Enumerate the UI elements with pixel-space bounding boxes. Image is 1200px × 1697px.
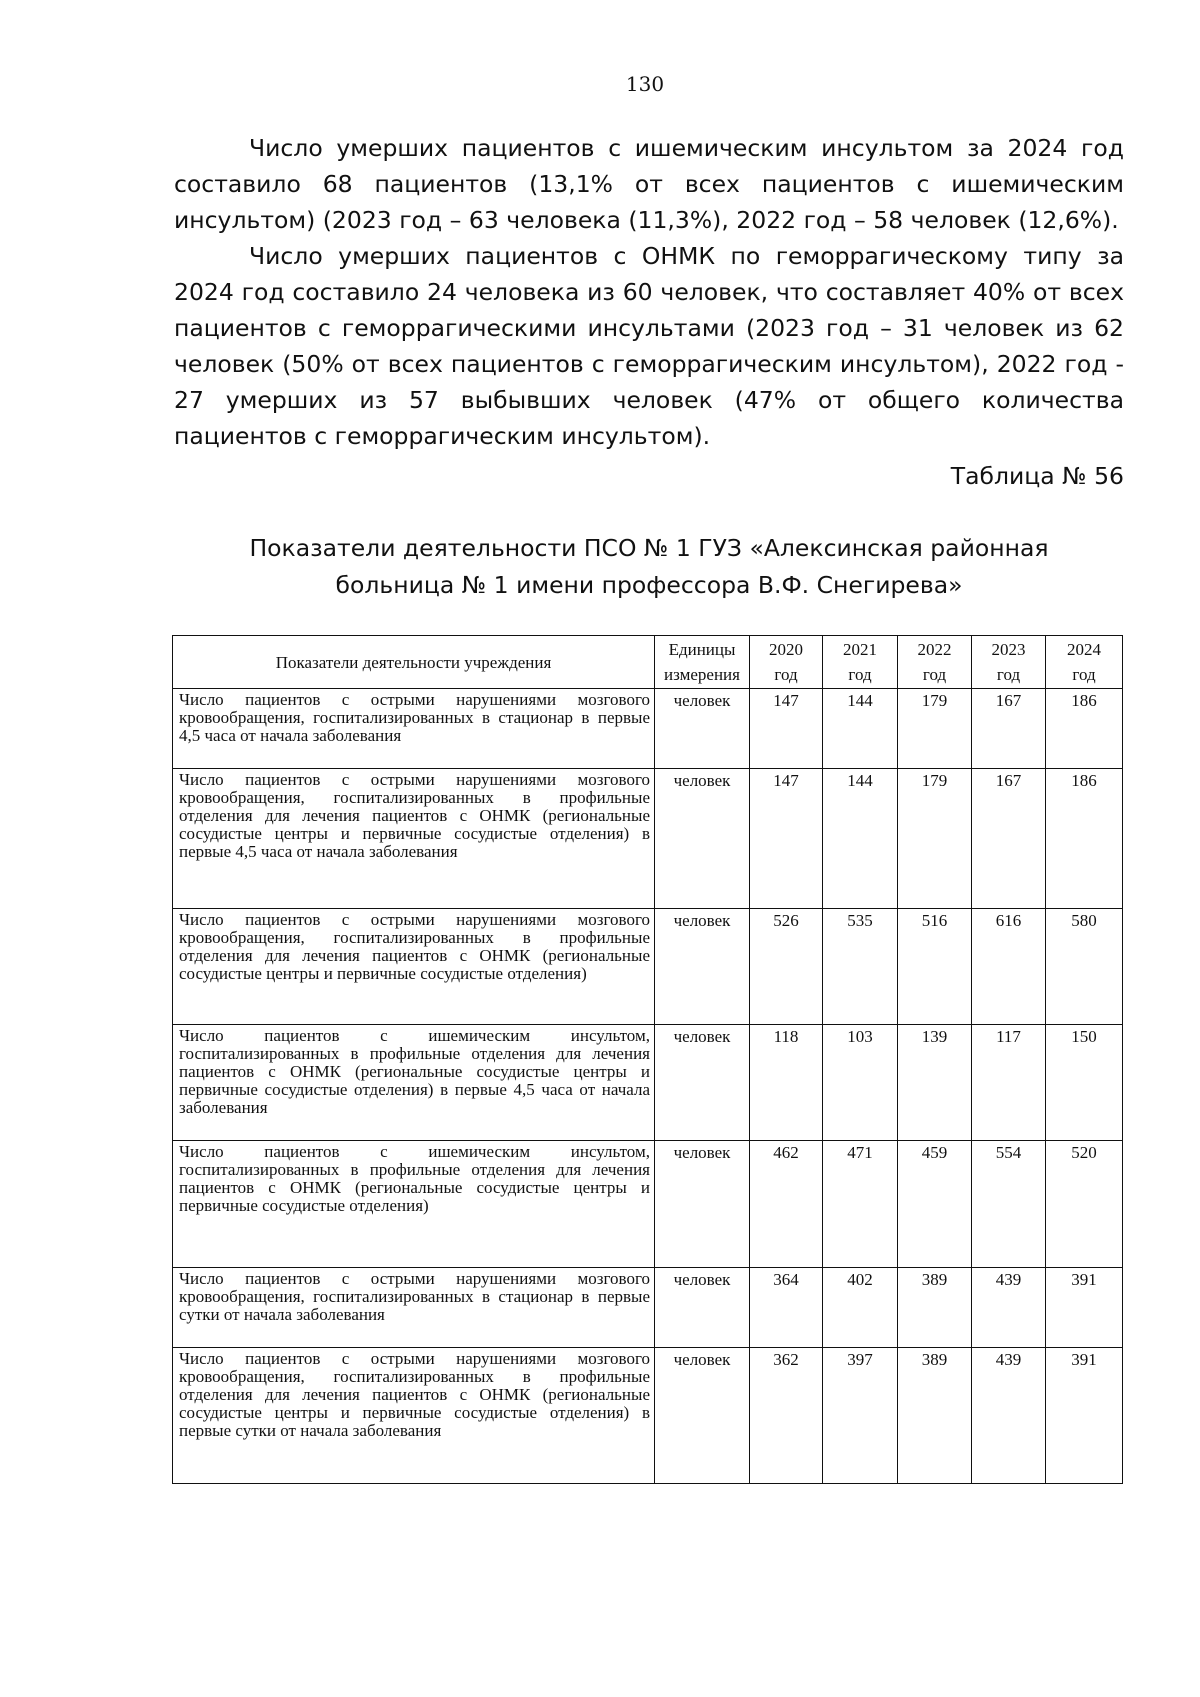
cell-value-2020: 526 — [750, 909, 823, 1025]
header-unit-line-1: Единицы — [668, 640, 736, 659]
header-year-2020 — [750, 636, 823, 689]
cell-value-2023: 616 — [972, 909, 1046, 1025]
cell-value-2024: 580 — [1046, 909, 1123, 1025]
header-year-2021 — [823, 636, 898, 689]
cell-value-2024: 391 — [1046, 1348, 1123, 1484]
header-year-suffix: год — [1072, 665, 1096, 684]
table-title — [174, 530, 1124, 604]
cell-value-2024: 186 — [1046, 689, 1123, 769]
header-unit — [655, 636, 750, 689]
cell-value-2021: 144 — [823, 689, 898, 769]
header-unit-line-2: измерения — [664, 665, 740, 684]
cell-value-2024: 150 — [1046, 1025, 1123, 1141]
cell-value-2022: 389 — [898, 1348, 972, 1484]
cell-value-2021: 397 — [823, 1348, 898, 1484]
table-title-line-2: больница № 1 имени профессора В.Ф. Снегирева» — [335, 571, 963, 599]
cell-value-2021: 535 — [823, 909, 898, 1025]
cell-value-2023: 439 — [972, 1348, 1046, 1484]
indicators-table — [172, 635, 1123, 1484]
cell-value-2024: 186 — [1046, 769, 1123, 909]
cell-value-2023: 167 — [972, 769, 1046, 909]
header-year-label: 2023 — [991, 640, 1026, 659]
cell-value-2022: 139 — [898, 1025, 972, 1141]
cell-indicator: Число пациентов с острыми нарушениями мозгового кровообращения, госпитализированных в профильные отделения для лечения пациентов с ОНМК (региональные сосудистые центры и первичные сосудистые отделения) в первые 4,5 часа от начала заболевания — [173, 769, 655, 909]
cell-unit: человек — [655, 1348, 750, 1484]
header-year-suffix: год — [848, 665, 872, 684]
cell-indicator: Число пациентов с острыми нарушениями мозгового кровообращения, госпитализированных в стационар в первые сутки от начала заболевания — [173, 1268, 655, 1348]
table-row — [173, 1348, 1123, 1484]
header-year-2024 — [1046, 636, 1123, 689]
header-year-2022 — [898, 636, 972, 689]
cell-unit: человек — [655, 1025, 750, 1141]
cell-value-2023: 117 — [972, 1025, 1046, 1141]
cell-value-2023: 439 — [972, 1268, 1046, 1348]
cell-value-2020: 147 — [750, 689, 823, 769]
header-year-suffix: год — [922, 665, 947, 684]
cell-indicator: Число пациентов с острыми нарушениями мозгового кровообращения, госпитализированных в профильные отделения для лечения пациентов с ОНМК (региональные сосудистые центры и первичные сосудистые отделения) в первые сутки от начала заболевания — [173, 1348, 655, 1484]
table-header-row — [173, 636, 1123, 689]
cell-indicator: Число пациентов с острыми нарушениями мозгового кровообращения, госпитализированных в стационар в первые 4,5 часа от начала заболевания — [173, 689, 655, 769]
header-year-label: 2024 — [1067, 640, 1101, 659]
cell-indicator: Число пациентов с ишемическим инсультом, госпитализированных в профильные отделения для лечения пациентов с ОНМК (региональные сосудистые центры и первичные сосудистые отделения) — [173, 1141, 655, 1268]
paragraph-hemorrhagic-deaths: Число умерших пациентов с ОНМК по геморрагическому типу за 2024 год составило 24 человека из 60 человек, что составляет 40% от всех пациентов с геморрагическими инсультами (2023 год – 31 человек из 62 человек (50% от всех пациентов с геморрагическим инсультом), 2022 год - 27 умерших из 57 выбывших человек (47% от общего количества пациентов с геморрагическим инсультом). — [174, 242, 1124, 450]
cell-value-2022: 459 — [898, 1141, 972, 1268]
body-text — [174, 130, 1124, 454]
table-label: Таблица № 56 — [950, 462, 1124, 490]
cell-value-2021: 471 — [823, 1141, 898, 1268]
page-number: 130 — [625, 72, 665, 96]
cell-value-2024: 391 — [1046, 1268, 1123, 1348]
header-year-suffix: год — [996, 665, 1021, 684]
cell-indicator: Число пациентов с ишемическим инсультом, госпитализированных в профильные отделения для лечения пациентов с ОНМК (региональные сосудистые центры и первичные сосудистые отделения) в первые 4,5 часа от начала заболевания — [173, 1025, 655, 1141]
cell-value-2020: 118 — [750, 1025, 823, 1141]
header-year-label: 2022 — [917, 640, 952, 659]
table-row — [173, 1025, 1123, 1141]
table-row — [173, 1141, 1123, 1268]
header-indicator: Показатели деятельности учреждения — [173, 636, 655, 689]
cell-value-2023: 554 — [972, 1141, 1046, 1268]
table-title-line-1: Показатели деятельности ПСО № 1 ГУЗ «Алексинская районная — [249, 534, 1049, 562]
cell-value-2022: 179 — [898, 689, 972, 769]
cell-value-2020: 364 — [750, 1268, 823, 1348]
cell-unit: человек — [655, 689, 750, 769]
cell-value-2020: 362 — [750, 1348, 823, 1484]
cell-value-2022: 179 — [898, 769, 972, 909]
table-row — [173, 689, 1123, 769]
cell-unit: человек — [655, 769, 750, 909]
table-row — [173, 909, 1123, 1025]
cell-value-2021: 144 — [823, 769, 898, 909]
paragraph-ischemic-deaths: Число умерших пациентов с ишемическим инсультом за 2024 год составило 68 пациентов (13,1% от всех пациентов с ишемическим инсультом) (2023 год – 63 человека (11,3%), 2022 год – 58 человек (12,6%). — [174, 134, 1124, 234]
header-year-suffix: год — [774, 665, 798, 684]
cell-indicator: Число пациентов с острыми нарушениями мозгового кровообращения, госпитализированных в профильные отделения для лечения пациентов с ОНМК (региональные сосудистые центры и первичные сосудистые отделения) — [173, 909, 655, 1025]
cell-value-2021: 103 — [823, 1025, 898, 1141]
table-row — [173, 769, 1123, 909]
cell-value-2024: 520 — [1046, 1141, 1123, 1268]
cell-value-2022: 389 — [898, 1268, 972, 1348]
table-row — [173, 1268, 1123, 1348]
cell-unit: человек — [655, 1141, 750, 1268]
header-year-label: 2021 — [843, 640, 877, 659]
cell-value-2020: 147 — [750, 769, 823, 909]
cell-value-2022: 516 — [898, 909, 972, 1025]
header-year-2023 — [972, 636, 1046, 689]
cell-value-2023: 167 — [972, 689, 1046, 769]
cell-value-2020: 462 — [750, 1141, 823, 1268]
cell-unit: человек — [655, 1268, 750, 1348]
cell-unit: человек — [655, 909, 750, 1025]
cell-value-2021: 402 — [823, 1268, 898, 1348]
header-year-label: 2020 — [769, 640, 803, 659]
